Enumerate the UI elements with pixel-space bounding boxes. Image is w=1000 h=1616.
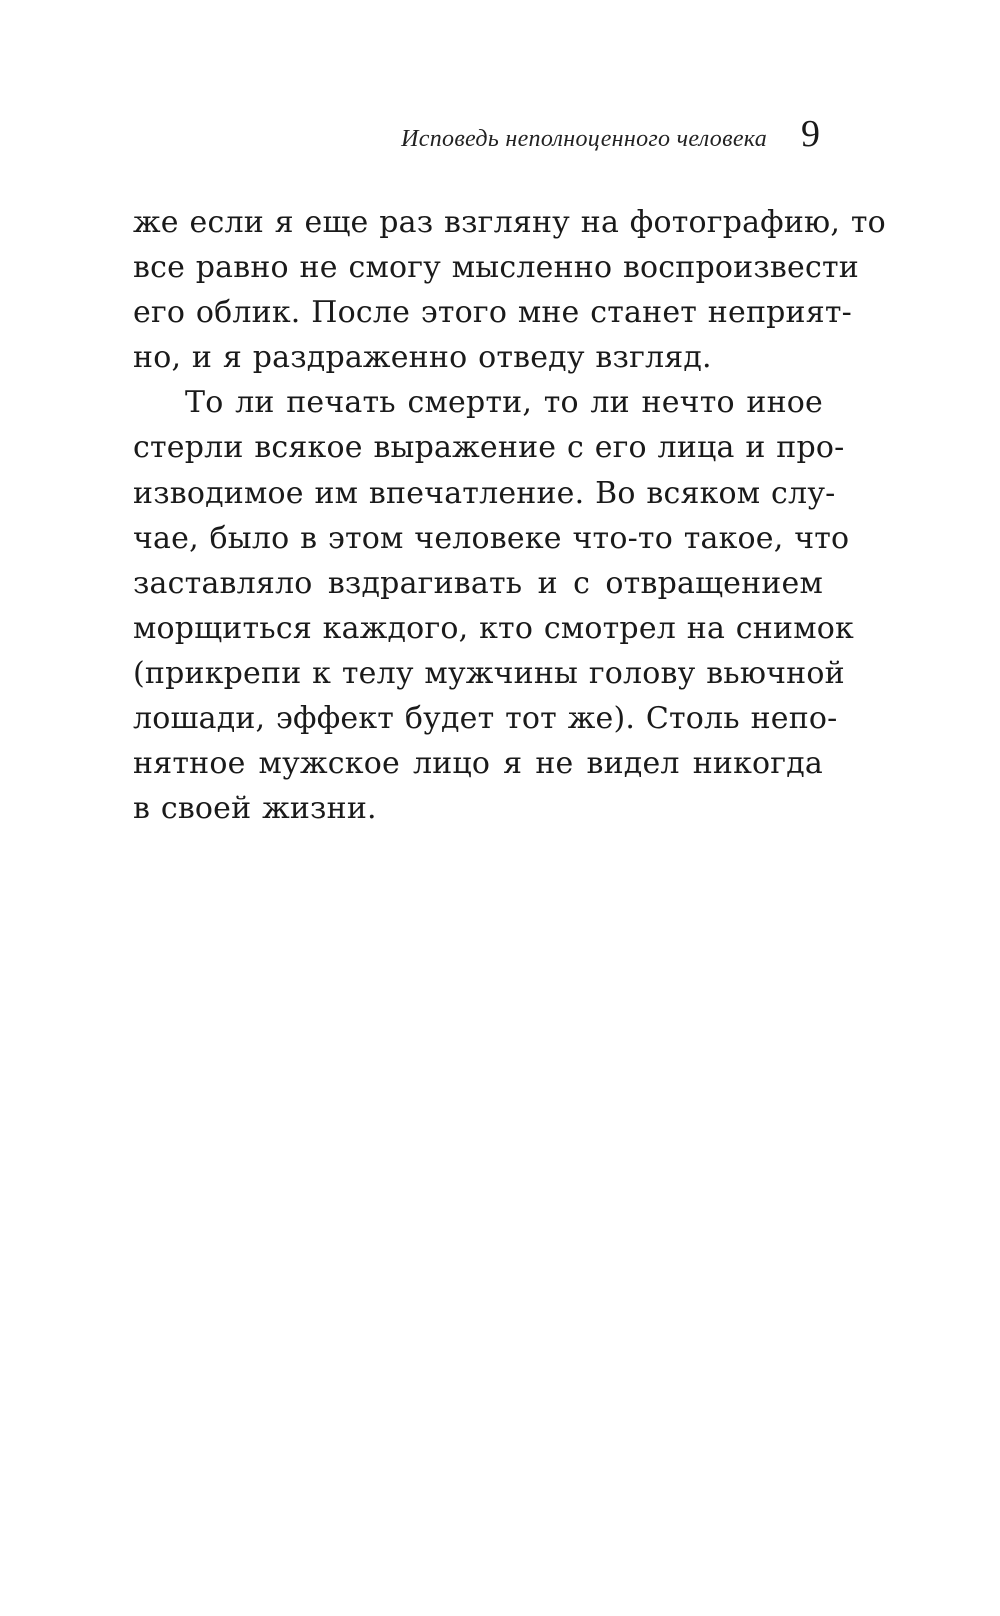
text-line: все равно не смогу мысленно воспроизвести	[133, 250, 859, 286]
text-line: но, и я раздраженно отведу взгляд.	[133, 340, 712, 376]
running-header-title: Исповедь неполноценного человека	[401, 126, 767, 152]
paragraph-1	[133, 200, 886, 380]
text-line: То ли печать смерти, то ли нечто иное	[185, 385, 823, 421]
text-line: в своей жизни.	[133, 791, 377, 827]
body-text	[133, 200, 886, 831]
text-line: заставляло вздрагивать и с отвращением	[133, 565, 823, 601]
running-header	[300, 112, 820, 172]
text-line: изводимое им впечатление. Во всяком слу-	[133, 475, 836, 511]
text-line: стерли всякое выражение с его лица и про-	[133, 430, 845, 466]
text-line: его облик. После этого мне станет неприят-	[133, 295, 853, 331]
text-line: лошади, эффект будет тот же). Столь непо-	[133, 701, 838, 737]
text-line: же если я еще раз взгляну на фотографию, то	[133, 205, 886, 240]
page-number: 9	[801, 113, 820, 155]
text-line: (прикрепи к телу мужчины голову вьючной	[133, 655, 845, 691]
text-line: чае, было в этом человеке что-то такое, что	[133, 520, 850, 556]
text-line: морщиться каждого, кто смотрел на снимок	[133, 610, 854, 646]
text-line: нятное мужское лицо я не видел никогда	[133, 746, 823, 782]
paragraph-2	[133, 380, 854, 831]
